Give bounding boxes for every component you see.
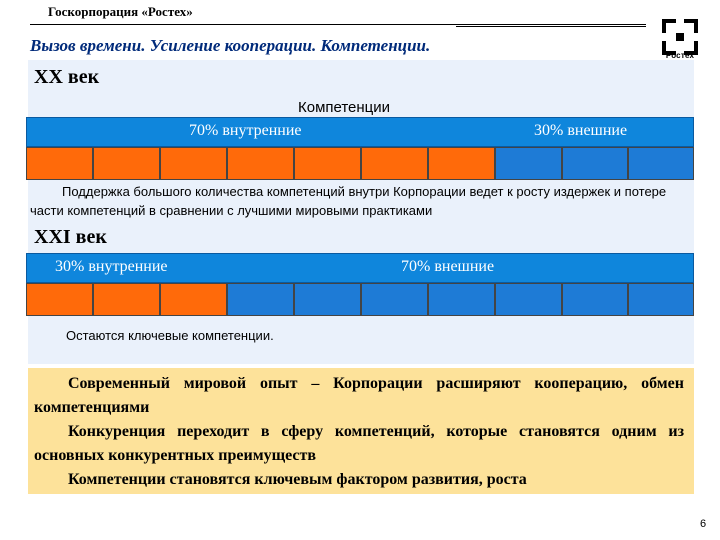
summary-point: Компетенции становятся ключевым фактором развития, роста [68,471,527,488]
external-cell [361,283,428,316]
internal-cell [428,147,495,180]
xx-competency-cells [26,147,694,180]
internal-cell [26,283,93,316]
external-cell [294,283,361,316]
logo-wordmark: Ростех [665,51,695,60]
xxi-note: Остаются ключевые компетенции. [66,328,274,343]
xxi-century-heading: XXI век [34,226,107,248]
xxi-internal-share: 30% внутренние [55,258,168,275]
external-cell [495,283,562,316]
page-number: 6 [700,518,707,530]
summary-point: Конкуренция переходит в сферу компетенций, которые становятся одним из основных конкурентных преимуществ [34,423,684,464]
xxi-competency-cells [26,283,694,316]
xx-note: Поддержка большого количества компетенций внутри Корпорации ведет к росту издержек и потере части компетенций в сравнении с лучшими мировыми практиками [30,184,667,218]
internal-cell [227,147,294,180]
internal-cell [160,147,227,180]
organization-name: Госкорпорация «Ростех» [48,4,193,19]
internal-cell [26,147,93,180]
xx-internal-share: 70% внутренние [189,122,302,139]
header-divider [30,24,646,25]
slide-title: Вызов времени. Усиление кооперации. Компетенции. [30,36,431,55]
internal-cell [361,147,428,180]
summary-point: Современный мировой опыт – Корпорации расширяют кооперацию, обмен компетенциями [34,375,684,416]
internal-cell [93,283,160,316]
xx-competencies-bar [26,117,694,147]
internal-cell [160,283,227,316]
header-divider-accent [456,26,646,27]
external-cell [227,283,294,316]
xxi-competencies-bar [26,253,694,283]
competencies-label: Компетенции [298,99,391,116]
external-cell [562,147,628,180]
summary-box [28,368,694,494]
external-cell [628,147,694,180]
internal-cell [93,147,160,180]
external-cell [495,147,562,180]
xxi-external-share: 70% внешние [401,258,495,275]
external-cell [628,283,694,316]
xx-external-share: 30% внешние [534,122,628,139]
internal-cell [294,147,361,180]
external-cell [562,283,628,316]
xx-century-heading: XX век [34,66,100,88]
external-cell [428,283,495,316]
